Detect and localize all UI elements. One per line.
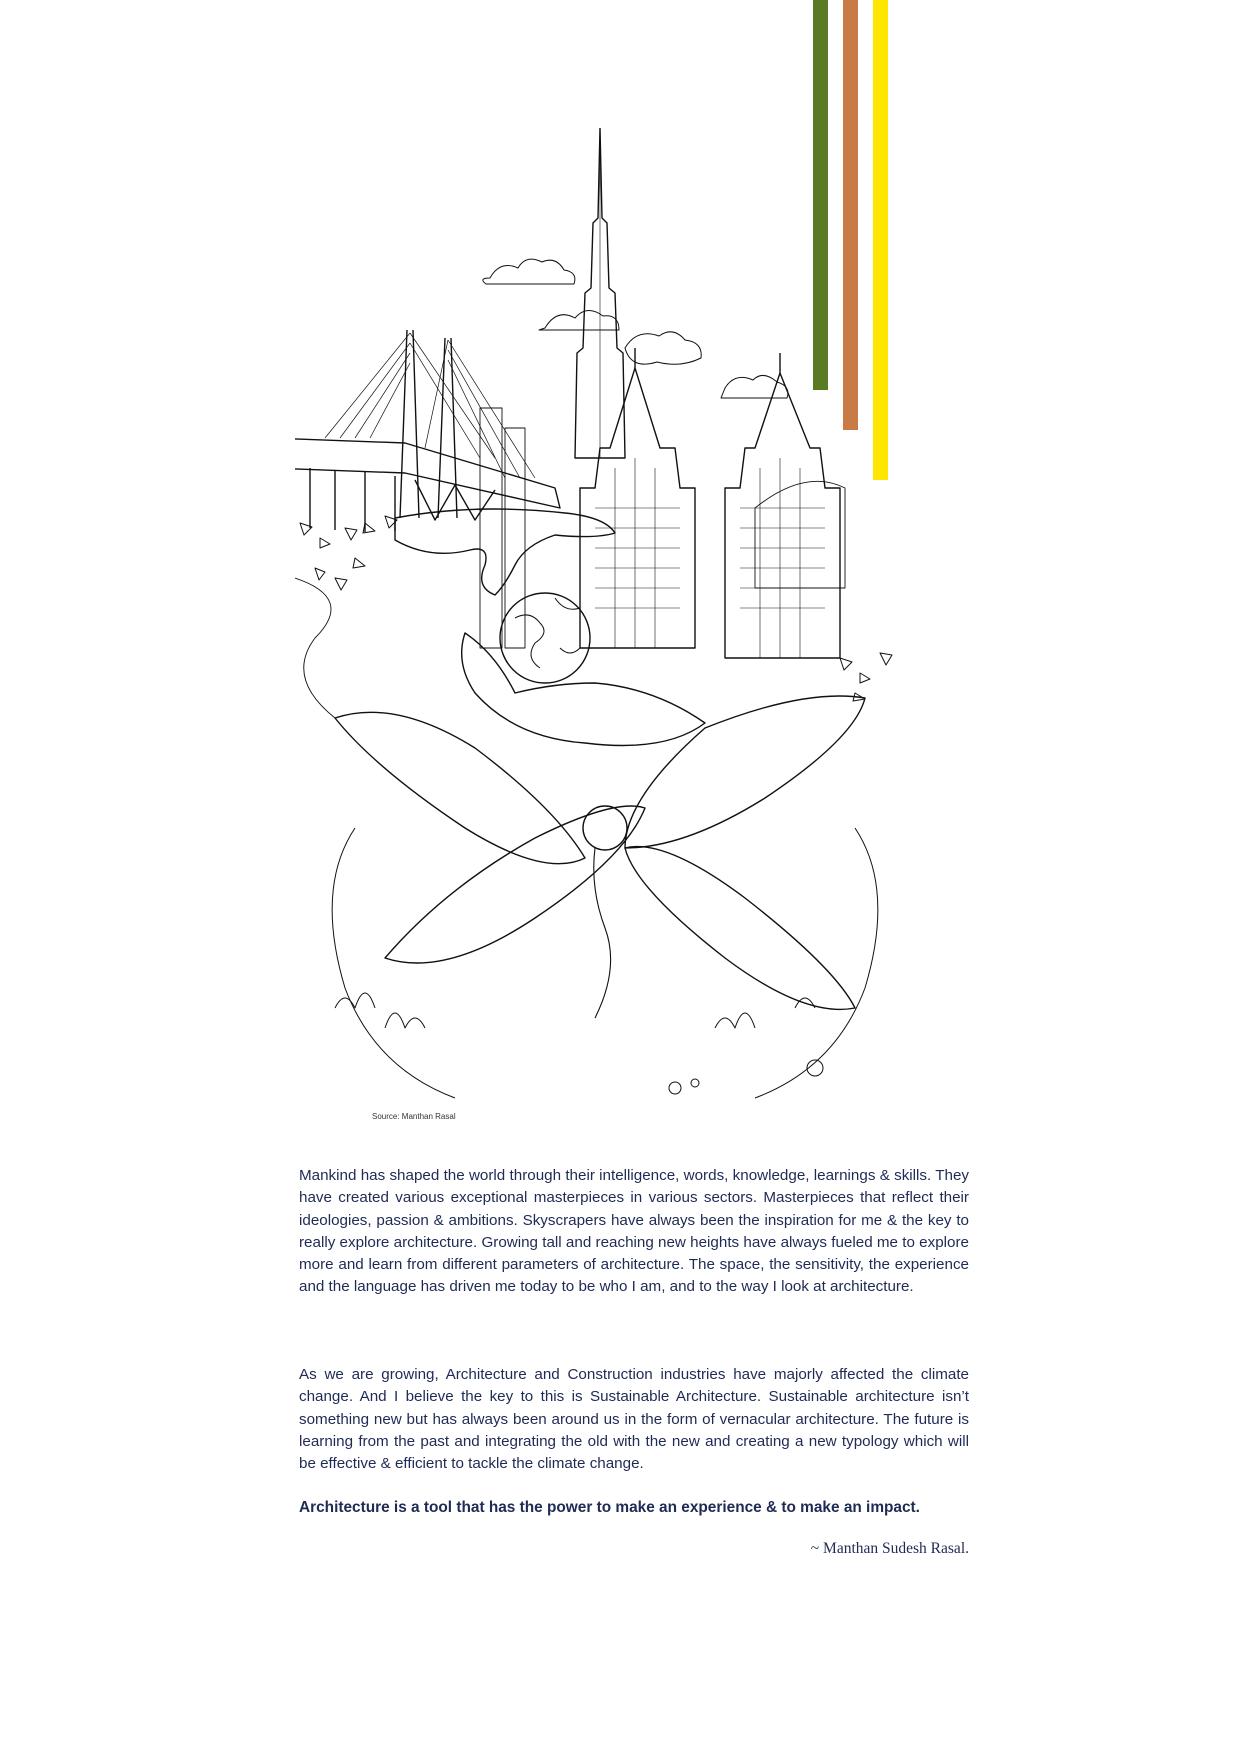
body-paragraph-2: As we are growing, Architecture and Construction industries have majorly affected the climate change. And I believe the key to this is Sustainable Architecture. Sustainable architecture isn’t something new but has always been around us in the form of vernacular architecture. The future is learning from the past and integrating the old with the new and creating a new typology which will be effective & efficient to tackle the climate change. [299, 1366, 969, 1473]
clouds [483, 259, 788, 398]
cable-stayed-bridge [295, 330, 560, 532]
hands-and-globe [395, 509, 705, 746]
triangle-fragments [295, 516, 892, 701]
architecture-illustration [295, 128, 975, 1128]
tall-spire-tower [575, 128, 625, 458]
twin-skyscrapers [580, 348, 840, 658]
body-paragraph-1: Mankind has shaped the world through their intelligence, words, knowledge, learnings & skills. They have created various exceptional masterpieces in various sectors. Masterpieces that reflect their ideologies, passion & ambitions. Skyscrapers have always been the inspiration for me & the key to really explore architecture. Growing tall and reaching new heights have always fueled me to explore more and learn from different parameters of architecture. The space, the sensitivity, the experience and the language has driven me today to be who I am, and to the way I look at architecture. [299, 1167, 969, 1296]
highlight-quote: Architecture is a tool that has the power to make an experience & to make an impact. [299, 1499, 920, 1516]
author-signature: ~ Manthan Sudesh Rasal. [810, 1540, 969, 1557]
illustration-caption: Source: Manthan Rasal [372, 1112, 456, 1121]
